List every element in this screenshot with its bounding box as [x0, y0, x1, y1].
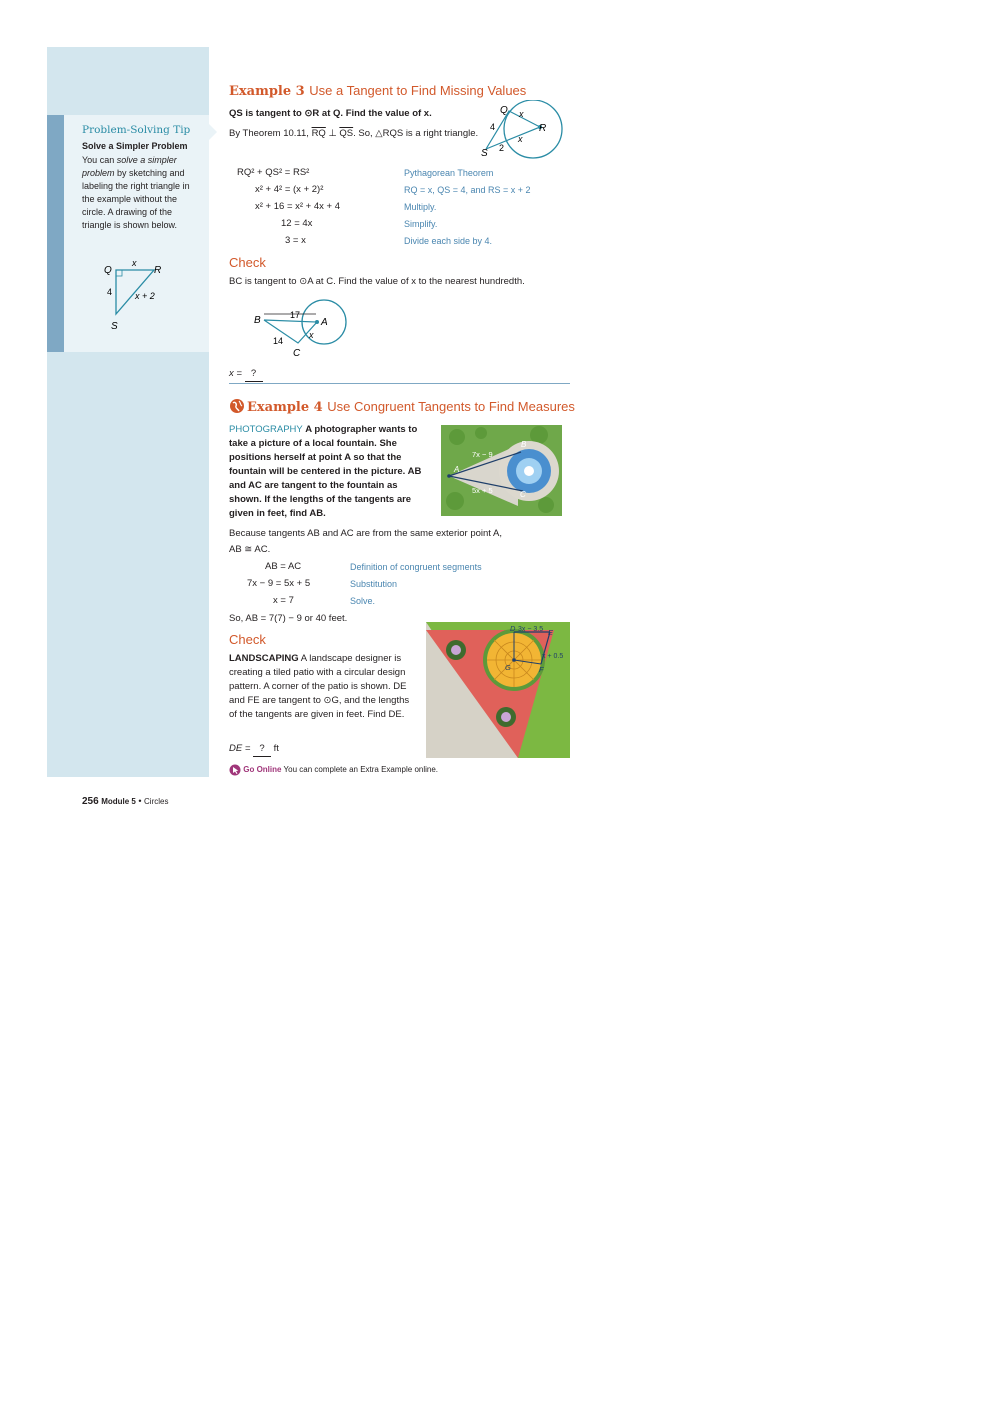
label-ab: 7x − 9 — [472, 450, 493, 459]
example4-explain2: AB ≅ AC. — [229, 544, 271, 555]
category-landscaping: LANDSCAPING — [229, 653, 299, 664]
label-q: Q — [500, 105, 508, 116]
example4-check-prompt: LANDSCAPING A landscape designer is creating a tiled patio with a circular design pattern. A corner of the patio is shown. DE and FE are tangent to ⊙G, and the lengths of the tangents are given in feet. Find DE. — [229, 653, 410, 720]
label-g: G — [505, 663, 511, 672]
ex4-step2-reason: Substitution — [350, 579, 398, 589]
label-c: C — [520, 490, 526, 499]
example3-check-diagram — [250, 298, 350, 360]
page-number: 256 — [82, 796, 99, 807]
label-ac: 5x + 5 — [472, 486, 493, 495]
ex3-step2-eq: x² + 4² = (x + 2)² — [255, 184, 324, 195]
ex3-step4-reason: Simplify. — [404, 219, 438, 229]
ex4-step2-eq: 7x − 9 = 5x + 5 — [247, 578, 311, 589]
page-footer: 256 Module 5 • Circles — [82, 796, 169, 807]
patio-photo — [426, 622, 570, 758]
label-4: 4 — [490, 122, 496, 132]
label-r: R — [154, 265, 162, 276]
example4-check-heading: Check — [229, 632, 266, 647]
example3-explain: By Theorem 10.11, $\overline{RQ}$ ⊥ $\overline{QS}$. So, △RQS is a right triangle. — [229, 128, 479, 139]
chapter-label: Circles — [144, 797, 169, 806]
example3-check-heading: Check — [229, 255, 266, 270]
ex4-step1-eq: AB = AC — [265, 561, 302, 572]
go-online-text: You can complete an Extra Example online. — [283, 765, 439, 775]
category-photography: PHOTOGRAPHY — [229, 424, 303, 435]
label-de: 3x − 3.5 — [518, 626, 544, 633]
label-f: F — [539, 665, 544, 674]
label-e: E — [548, 628, 554, 637]
label-14: 14 — [273, 336, 284, 346]
example4-prompt: PHOTOGRAPHY A photographer wants to take a picture of a local fountain. She positions herself at point A so that the fountain will be centered in the picture. AB and AC are tangent to the fountain as shown. If the lengths of the tangents are given in feet, find AB. — [229, 424, 422, 519]
label-x: x — [132, 258, 137, 268]
ex3-step5-reason: Divide each side by 4. — [404, 236, 493, 246]
module-label: Module 5 — [101, 797, 136, 806]
label-b: B — [521, 440, 527, 449]
ex4-step3-eq: x = 7 — [273, 595, 294, 606]
label-x: x — [309, 330, 314, 340]
ex4-step1-reason: Definition of congruent segments — [350, 562, 482, 572]
fountain-photo — [441, 425, 562, 516]
example4-explain1: Because tangents AB and AC are from the same exterior point A, — [229, 528, 503, 539]
label-xp2: x + 2 — [135, 291, 155, 301]
example4-conclusion: So, AB = 7(7) − 9 or 40 feet. — [229, 613, 348, 624]
label-a: A — [321, 317, 328, 328]
label-b: B — [254, 315, 261, 326]
ex3-step1-reason: Pythagorean Theorem — [404, 168, 494, 178]
example4-heading: Example 4 Use Congruent Tangents to Find Measures — [247, 399, 575, 415]
label-x2: x — [518, 134, 523, 144]
label-d: D — [510, 624, 516, 633]
label-q: Q — [104, 265, 112, 276]
globe-icon — [229, 398, 245, 414]
example3-circle-diagram — [478, 100, 568, 160]
label-fe: x + 0.5 — [542, 653, 564, 660]
ex3-step5-eq: 3 = x — [285, 235, 306, 246]
tip-title: Problem-Solving Tip — [82, 124, 191, 136]
ex3-step4-eq: 12 = 4x — [281, 218, 313, 229]
answer-blank[interactable]: ? — [245, 367, 263, 382]
label-x1: x — [519, 109, 524, 119]
ex3-step3-reason: Multiply. — [404, 202, 437, 212]
example3-check-answer: x = ? — [229, 367, 263, 382]
tip-heading: Solve a Simpler Problem — [82, 141, 188, 151]
label-r: R — [539, 123, 547, 134]
go-online-link[interactable] — [229, 764, 438, 776]
section-divider — [229, 383, 570, 384]
ex4-step3-reason: Solve. — [350, 596, 376, 606]
answer-blank[interactable]: ? — [253, 742, 271, 757]
label-4: 4 — [107, 287, 113, 297]
example4-check-answer: DE = ? ft — [229, 742, 279, 757]
label-s: S — [111, 321, 118, 332]
label-c: C — [293, 348, 301, 359]
ex3-step3-eq: x² + 16 = x² + 4x + 4 — [255, 201, 341, 212]
ex3-step2-reason: RQ = x, QS = 4, and RS = x + 2 — [404, 185, 531, 195]
label-2: 2 — [499, 143, 505, 153]
ex3-step1-eq: RQ² + QS² = RS² — [237, 167, 310, 178]
tip-triangle-diagram — [95, 255, 195, 335]
tip-text: You can solve a simpler problem by sketching and labeling the right triangle in the example without the circle. A drawing of the triangle is shown below. — [82, 155, 190, 230]
label-17: 17 — [290, 310, 301, 320]
example3-check-prompt: BC is tangent to ⊙A at C. Find the value of x to the nearest hundredth. — [229, 276, 525, 287]
tip-pointer — [209, 124, 217, 140]
label-s: S — [481, 148, 488, 159]
go-online-label: Go Online — [243, 765, 282, 775]
example3-prompt: QS is tangent to ⊙R at Q. Find the value of x. — [229, 108, 432, 119]
tip-accent-bar — [47, 115, 64, 352]
label-a: A — [454, 465, 460, 474]
cursor-icon — [229, 764, 241, 776]
example3-heading: Example 3 Use a Tangent to Find Missing Values — [229, 83, 527, 99]
